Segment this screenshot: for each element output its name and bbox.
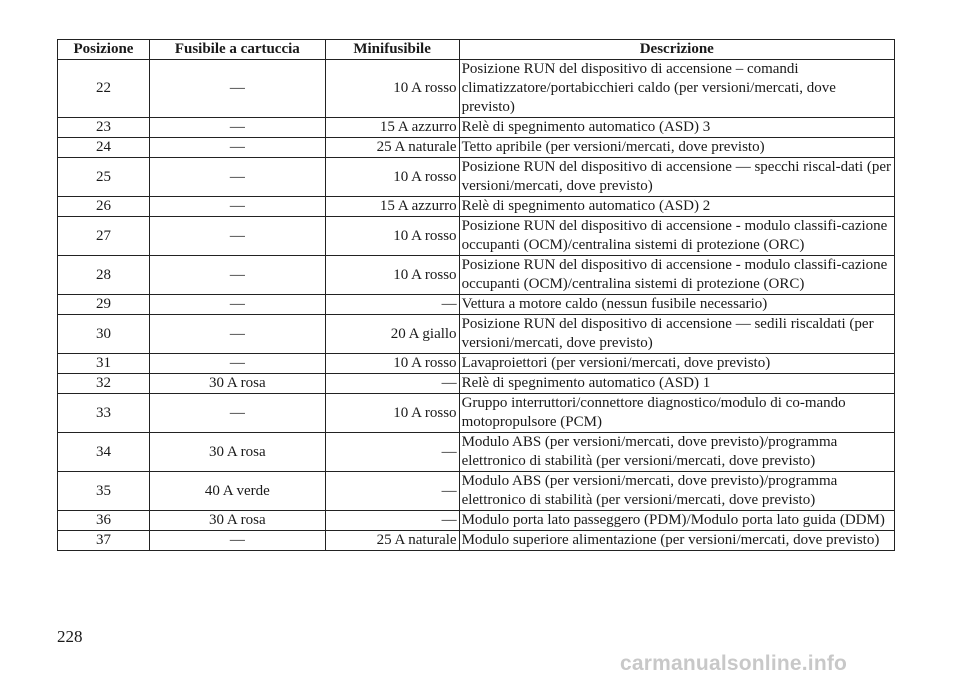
cell-posizione: 27	[58, 217, 150, 256]
table-row	[58, 433, 895, 472]
cell-posizione: 37	[58, 531, 150, 551]
table-row	[58, 374, 895, 394]
cell-fusibile-cartuccia: —	[149, 217, 325, 256]
table-row	[58, 394, 895, 433]
cell-minifusibile: 25 A naturale	[325, 531, 459, 551]
cell-minifusibile: —	[325, 511, 459, 531]
table-row	[58, 354, 895, 374]
header-fusibile-cartuccia: Fusibile a cartuccia	[149, 40, 325, 60]
cell-minifusibile: 10 A rosso	[325, 217, 459, 256]
watermark: carmanualsonline.info	[620, 652, 848, 675]
cell-posizione: 33	[58, 394, 150, 433]
table-row	[58, 158, 895, 197]
cell-descrizione: Gruppo interruttori/connettore diagnostico/modulo di co-mando motopropulsore (PCM)	[459, 394, 894, 433]
cell-minifusibile: —	[325, 433, 459, 472]
cell-minifusibile: 20 A giallo	[325, 315, 459, 354]
cell-minifusibile: 10 A rosso	[325, 60, 459, 118]
table-row	[58, 138, 895, 158]
cell-minifusibile: 15 A azzurro	[325, 197, 459, 217]
cell-minifusibile: —	[325, 295, 459, 315]
cell-posizione: 24	[58, 138, 150, 158]
cell-fusibile-cartuccia: —	[149, 315, 325, 354]
cell-descrizione: Posizione RUN del dispositivo di accensione – comandi climatizzatore/portabicchieri caldo (per versioni/mercati, dove previsto)	[459, 60, 894, 118]
cell-posizione: 23	[58, 118, 150, 138]
header-posizione: Posizione	[58, 40, 150, 60]
cell-minifusibile: 10 A rosso	[325, 158, 459, 197]
cell-descrizione: Posizione RUN del dispositivo di accensione — sedili riscaldati (per versioni/mercati, dove previsto)	[459, 315, 894, 354]
cell-posizione: 34	[58, 433, 150, 472]
cell-posizione: 35	[58, 472, 150, 511]
table-row	[58, 256, 895, 295]
table-row	[58, 118, 895, 138]
cell-descrizione: Posizione RUN del dispositivo di accensione - modulo classifi-cazione occupanti (OCM)/centralina sistemi di protezione (ORC)	[459, 256, 894, 295]
cell-descrizione: Posizione RUN del dispositivo di accensione — specchi riscal-dati (per versioni/mercati, dove previsto)	[459, 158, 894, 197]
table-row	[58, 472, 895, 511]
cell-minifusibile: —	[325, 374, 459, 394]
cell-posizione: 28	[58, 256, 150, 295]
cell-minifusibile: 25 A naturale	[325, 138, 459, 158]
cell-descrizione: Modulo ABS (per versioni/mercati, dove previsto)/programma elettronico di stabilità (per versioni/mercati, dove previsto)	[459, 472, 894, 511]
cell-fusibile-cartuccia: —	[149, 354, 325, 374]
cell-fusibile-cartuccia: —	[149, 256, 325, 295]
cell-posizione: 31	[58, 354, 150, 374]
cell-descrizione: Relè di spegnimento automatico (ASD) 2	[459, 197, 894, 217]
cell-fusibile-cartuccia: —	[149, 60, 325, 118]
cell-fusibile-cartuccia: —	[149, 295, 325, 315]
fuse-table	[57, 39, 895, 551]
cell-posizione: 36	[58, 511, 150, 531]
cell-fusibile-cartuccia: 30 A rosa	[149, 374, 325, 394]
page-number: 228	[57, 627, 83, 646]
cell-fusibile-cartuccia: —	[149, 531, 325, 551]
table-row	[58, 511, 895, 531]
cell-minifusibile: 10 A rosso	[325, 394, 459, 433]
table-row	[58, 295, 895, 315]
cell-fusibile-cartuccia: —	[149, 197, 325, 217]
cell-posizione: 30	[58, 315, 150, 354]
header-descrizione: Descrizione	[459, 40, 894, 60]
cell-descrizione: Lavaproiettori (per versioni/mercati, dove previsto)	[459, 354, 894, 374]
table-header-row	[58, 40, 895, 60]
cell-minifusibile: 10 A rosso	[325, 256, 459, 295]
cell-descrizione: Modulo porta lato passeggero (PDM)/Modulo porta lato guida (DDM)	[459, 511, 894, 531]
cell-posizione: 22	[58, 60, 150, 118]
cell-fusibile-cartuccia: 30 A rosa	[149, 511, 325, 531]
cell-fusibile-cartuccia: —	[149, 138, 325, 158]
cell-fusibile-cartuccia: 40 A verde	[149, 472, 325, 511]
cell-descrizione: Relè di spegnimento automatico (ASD) 3	[459, 118, 894, 138]
table-row	[58, 531, 895, 551]
cell-posizione: 29	[58, 295, 150, 315]
table-row	[58, 197, 895, 217]
cell-descrizione: Relè di spegnimento automatico (ASD) 1	[459, 374, 894, 394]
table-row	[58, 60, 895, 118]
cell-descrizione: Modulo ABS (per versioni/mercati, dove previsto)/programma elettronico di stabilità (per versioni/mercati, dove previsto)	[459, 433, 894, 472]
cell-fusibile-cartuccia: 30 A rosa	[149, 433, 325, 472]
cell-minifusibile: 15 A azzurro	[325, 118, 459, 138]
cell-posizione: 25	[58, 158, 150, 197]
cell-fusibile-cartuccia: —	[149, 158, 325, 197]
header-minifusibile: Minifusibile	[325, 40, 459, 60]
cell-descrizione: Modulo superiore alimentazione (per versioni/mercati, dove previsto)	[459, 531, 894, 551]
cell-posizione: 32	[58, 374, 150, 394]
cell-minifusibile: 10 A rosso	[325, 354, 459, 374]
cell-minifusibile: —	[325, 472, 459, 511]
cell-descrizione: Vettura a motore caldo (nessun fusibile necessario)	[459, 295, 894, 315]
cell-descrizione: Tetto apribile (per versioni/mercati, dove previsto)	[459, 138, 894, 158]
table-row	[58, 315, 895, 354]
cell-posizione: 26	[58, 197, 150, 217]
cell-fusibile-cartuccia: —	[149, 394, 325, 433]
table-row	[58, 217, 895, 256]
cell-fusibile-cartuccia: —	[149, 118, 325, 138]
cell-descrizione: Posizione RUN del dispositivo di accensione - modulo classifi-cazione occupanti (OCM)/centralina sistemi di protezione (ORC)	[459, 217, 894, 256]
